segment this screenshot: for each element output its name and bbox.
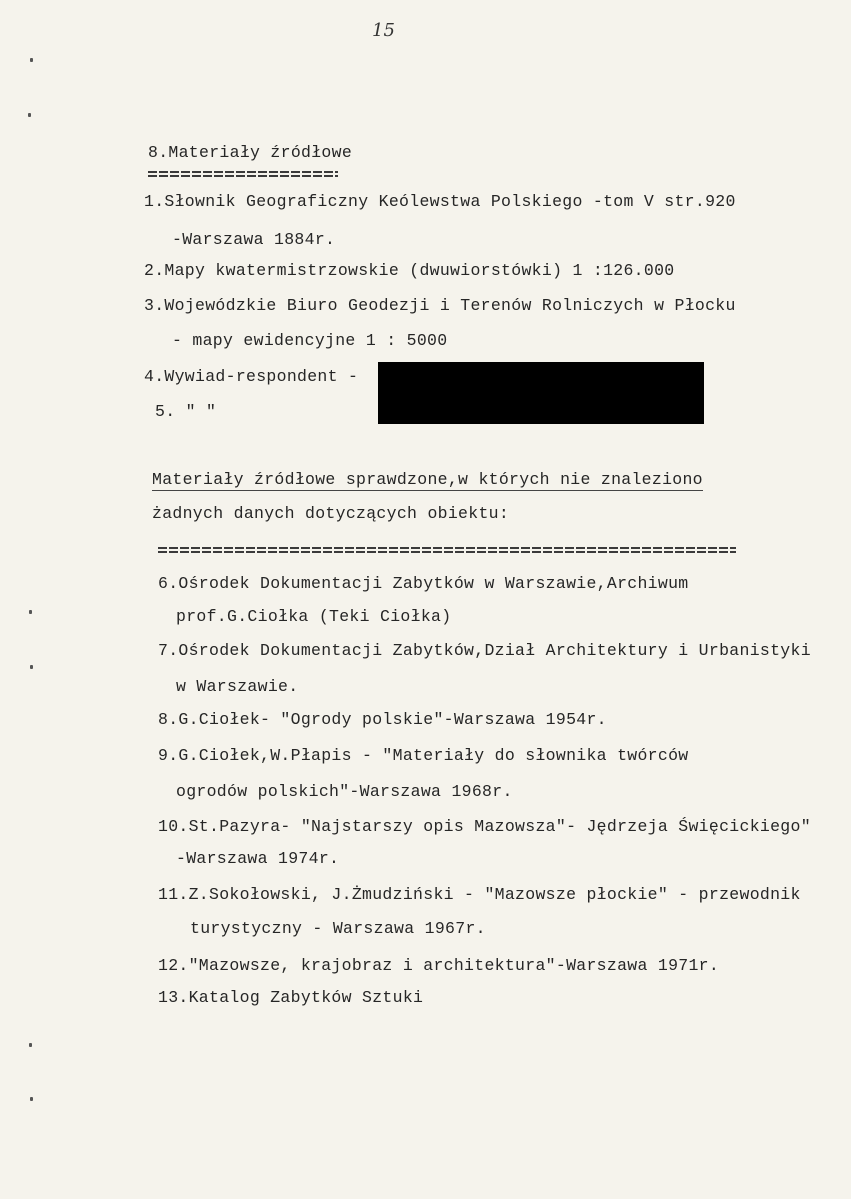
source-item-continuation: -Warszawa 1884r. <box>172 230 336 249</box>
margin-mark <box>28 113 31 117</box>
checked-item: 10.St.Pazyra- "Najstarszy opis Mazowsza"- Jędrzeja Święcickiego" <box>158 817 811 836</box>
checked-item: 9.G.Ciołek,W.Płapis - "Materiały do słownika twórców <box>158 746 689 765</box>
checked-item-continuation: prof.G.Ciołka (Teki Ciołka) <box>176 607 452 626</box>
redaction-box <box>378 362 704 424</box>
checked-item: 8.G.Ciołek- "Ogrody polskie"-Warszawa 1954r. <box>158 710 607 729</box>
checked-item: 11.Z.Sokołowski, J.Żmudziński - "Mazowsze płockie" - przewodnik <box>158 885 801 904</box>
checked-item-continuation: turystyczny - Warszawa 1967r. <box>190 919 486 938</box>
checked-item: 6.Ośrodek Dokumentacji Zabytków w Warszawie,Archiwum <box>158 574 689 593</box>
margin-mark <box>30 58 33 62</box>
checked-item-continuation: -Warszawa 1974r. <box>176 849 340 868</box>
margin-mark <box>29 1043 32 1047</box>
heading-double-underline <box>148 171 338 177</box>
checked-item-continuation: w Warszawie. <box>176 677 299 696</box>
source-item: 5. " " <box>155 402 217 421</box>
source-item: 4.Wywiad-respondent - <box>144 367 359 386</box>
margin-mark <box>29 610 32 614</box>
margin-mark <box>30 665 33 669</box>
source-item-continuation: - mapy ewidencyjne 1 : 5000 <box>172 331 448 350</box>
source-item: 2.Mapy kwatermistrzowskie (dwuwiorstówki) 1 :126.000 <box>144 261 675 280</box>
source-item: 3.Wojewódzkie Biuro Geodezji i Terenów Rolniczych w Płocku <box>144 296 736 315</box>
checked-item: 12."Mazowsze, krajobraz i architektura"-Warszawa 1971r. <box>158 956 720 975</box>
section1-heading: 8.Materiały źródłowe <box>148 143 353 162</box>
checked-item: 13.Katalog Zabytków Sztuki <box>158 988 424 1007</box>
checked-item-continuation: ogrodów polskich"-Warszawa 1968r. <box>176 782 513 801</box>
section2-heading-text: Materiały źródłowe sprawdzone,w których nie znaleziono <box>152 470 703 489</box>
checked-item: 7.Ośrodek Dokumentacji Zabytków,Dział Architektury i Urbanistyki <box>158 641 811 660</box>
section2-double-underline <box>158 547 736 553</box>
section2-heading-continuation: żadnych danych dotyczących obiektu: <box>152 504 510 523</box>
page-number: 15 <box>372 20 395 41</box>
source-item: 1.Słownik Geograficzny Keólewstwa Polskiego -tom V str.920 <box>144 192 736 211</box>
margin-mark <box>30 1097 33 1101</box>
section2-heading <box>152 470 703 490</box>
